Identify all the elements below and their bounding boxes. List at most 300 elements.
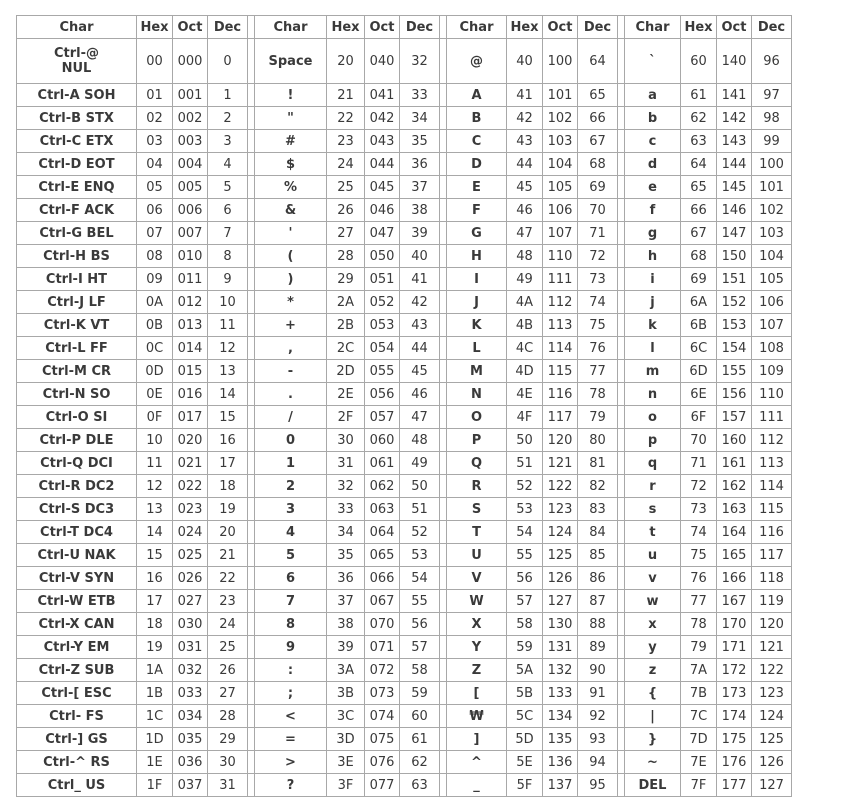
hex-cell: 52 [507, 475, 543, 498]
dec-cell: 109 [752, 360, 792, 383]
hex-cell: 34 [327, 521, 365, 544]
column-separator [248, 107, 255, 130]
dec-cell: 61 [400, 728, 440, 751]
char-cell: , [255, 337, 327, 360]
table-row [16, 222, 792, 245]
char-cell: 6 [255, 567, 327, 590]
column-separator [248, 383, 255, 406]
hex-cell: 3F [327, 774, 365, 797]
dec-cell: 55 [400, 590, 440, 613]
hex-cell: 4E [507, 383, 543, 406]
dec-cell: 105 [752, 268, 792, 291]
column-header-hex: Hex [681, 15, 717, 39]
char-cell: Ctrl-W ETB [16, 590, 137, 613]
column-separator [618, 705, 625, 728]
char-cell: j [625, 291, 681, 314]
char-cell: H [447, 245, 507, 268]
dec-cell: 56 [400, 613, 440, 636]
dec-cell: 98 [752, 107, 792, 130]
char-cell: u [625, 544, 681, 567]
oct-cell: 145 [717, 176, 752, 199]
column-separator [248, 337, 255, 360]
char-cell: q [625, 452, 681, 475]
oct-cell: 154 [717, 337, 752, 360]
char-cell: y [625, 636, 681, 659]
oct-cell: 052 [365, 291, 400, 314]
char-cell: Ctrl-G BEL [16, 222, 137, 245]
oct-cell: 063 [365, 498, 400, 521]
oct-cell: 061 [365, 452, 400, 475]
table-row [16, 314, 792, 337]
dec-cell: 118 [752, 567, 792, 590]
char-cell: ) [255, 268, 327, 291]
char-cell: ] [447, 728, 507, 751]
column-separator [248, 728, 255, 751]
hex-cell: 28 [327, 245, 365, 268]
char-cell: F [447, 199, 507, 222]
column-separator [248, 314, 255, 337]
column-separator [440, 222, 447, 245]
dec-cell: 41 [400, 268, 440, 291]
hex-cell: 7D [681, 728, 717, 751]
oct-cell: 026 [173, 567, 208, 590]
oct-cell: 064 [365, 521, 400, 544]
table-row [16, 383, 792, 406]
hex-cell: 41 [507, 84, 543, 107]
oct-cell: 166 [717, 567, 752, 590]
column-separator [440, 590, 447, 613]
column-separator [248, 222, 255, 245]
hex-cell: 54 [507, 521, 543, 544]
char-cell: o [625, 406, 681, 429]
char-cell: P [447, 429, 507, 452]
char-cell: Ctrl-Y EM [16, 636, 137, 659]
oct-cell: 014 [173, 337, 208, 360]
dec-cell: 66 [578, 107, 618, 130]
dec-cell: 76 [578, 337, 618, 360]
oct-cell: 033 [173, 682, 208, 705]
dec-cell: 7 [208, 222, 248, 245]
dec-cell: 71 [578, 222, 618, 245]
hex-cell: 66 [681, 199, 717, 222]
column-separator [440, 107, 447, 130]
hex-cell: 08 [137, 245, 173, 268]
dec-cell: 43 [400, 314, 440, 337]
oct-cell: 001 [173, 84, 208, 107]
hex-cell: 05 [137, 176, 173, 199]
char-cell: t [625, 521, 681, 544]
oct-cell: 122 [543, 475, 578, 498]
oct-cell: 142 [717, 107, 752, 130]
oct-cell: 167 [717, 590, 752, 613]
oct-cell: 162 [717, 475, 752, 498]
oct-cell: 164 [717, 521, 752, 544]
column-separator [440, 774, 447, 797]
oct-cell: 163 [717, 498, 752, 521]
column-separator [248, 567, 255, 590]
column-separator [440, 544, 447, 567]
hex-cell: 11 [137, 452, 173, 475]
char-cell: : [255, 659, 327, 682]
column-separator [618, 268, 625, 291]
char-cell: M [447, 360, 507, 383]
dec-cell: 79 [578, 406, 618, 429]
hex-cell: 3A [327, 659, 365, 682]
column-separator [440, 337, 447, 360]
column-separator [440, 406, 447, 429]
table-row [16, 84, 792, 107]
hex-cell: 5E [507, 751, 543, 774]
dec-cell: 74 [578, 291, 618, 314]
char-cell: Space [255, 39, 327, 84]
dec-cell: 90 [578, 659, 618, 682]
column-separator [618, 39, 625, 84]
char-cell: p [625, 429, 681, 452]
oct-cell: 152 [717, 291, 752, 314]
oct-cell: 045 [365, 176, 400, 199]
char-cell: Ctrl-R DC2 [16, 475, 137, 498]
dec-cell: 102 [752, 199, 792, 222]
table-row [16, 544, 792, 567]
hex-cell: 49 [507, 268, 543, 291]
char-cell: Ctrl-T DC4 [16, 521, 137, 544]
char-cell: z [625, 659, 681, 682]
char-cell: X [447, 613, 507, 636]
hex-cell: 24 [327, 153, 365, 176]
dec-cell: 80 [578, 429, 618, 452]
hex-cell: 14 [137, 521, 173, 544]
hex-cell: 26 [327, 199, 365, 222]
oct-cell: 134 [543, 705, 578, 728]
dec-cell: 83 [578, 498, 618, 521]
dec-cell: 93 [578, 728, 618, 751]
dec-cell: 3 [208, 130, 248, 153]
hex-cell: 62 [681, 107, 717, 130]
hex-cell: 30 [327, 429, 365, 452]
table-body [16, 39, 792, 797]
char-cell: m [625, 360, 681, 383]
oct-cell: 057 [365, 406, 400, 429]
oct-cell: 021 [173, 452, 208, 475]
char-cell: i [625, 268, 681, 291]
column-header-char: Char [447, 15, 507, 39]
table-row [16, 291, 792, 314]
hex-cell: 2A [327, 291, 365, 314]
hex-cell: 78 [681, 613, 717, 636]
oct-cell: 105 [543, 176, 578, 199]
dec-cell: 24 [208, 613, 248, 636]
hex-cell: 27 [327, 222, 365, 245]
table-row [16, 498, 792, 521]
char-cell: r [625, 475, 681, 498]
oct-cell: 031 [173, 636, 208, 659]
char-cell: Y [447, 636, 507, 659]
oct-cell: 006 [173, 199, 208, 222]
oct-cell: 124 [543, 521, 578, 544]
dec-cell: 17 [208, 452, 248, 475]
table-row [16, 130, 792, 153]
column-header-hex: Hex [137, 15, 173, 39]
char-cell: Ctrl-E ENQ [16, 176, 137, 199]
hex-cell: 67 [681, 222, 717, 245]
hex-cell: 21 [327, 84, 365, 107]
dec-cell: 78 [578, 383, 618, 406]
char-cell: Ctrl-B STX [16, 107, 137, 130]
oct-cell: 034 [173, 705, 208, 728]
oct-cell: 012 [173, 291, 208, 314]
hex-cell: 19 [137, 636, 173, 659]
oct-cell: 121 [543, 452, 578, 475]
char-cell: V [447, 567, 507, 590]
hex-cell: 5D [507, 728, 543, 751]
column-separator [618, 636, 625, 659]
dec-cell: 94 [578, 751, 618, 774]
hex-cell: 15 [137, 544, 173, 567]
column-separator [618, 130, 625, 153]
hex-cell: 20 [327, 39, 365, 84]
dec-cell: 124 [752, 705, 792, 728]
hex-cell: 22 [327, 107, 365, 130]
char-cell: ! [255, 84, 327, 107]
char-cell: Ctrl-X CAN [16, 613, 137, 636]
dec-cell: 54 [400, 567, 440, 590]
hex-cell: 75 [681, 544, 717, 567]
oct-cell: 032 [173, 659, 208, 682]
char-cell: Ctrl-J LF [16, 291, 137, 314]
oct-cell: 116 [543, 383, 578, 406]
dec-cell: 13 [208, 360, 248, 383]
column-separator [618, 567, 625, 590]
dec-cell: 122 [752, 659, 792, 682]
hex-cell: 74 [681, 521, 717, 544]
oct-cell: 071 [365, 636, 400, 659]
hex-cell: 4B [507, 314, 543, 337]
char-cell: > [255, 751, 327, 774]
char-cell: 0 [255, 429, 327, 452]
hex-cell: 6A [681, 291, 717, 314]
char-cell: h [625, 245, 681, 268]
column-header-dec: Dec [208, 15, 248, 39]
dec-cell: 99 [752, 130, 792, 153]
char-cell: U [447, 544, 507, 567]
char-cell: Ctrl-] GS [16, 728, 137, 751]
char-cell: / [255, 406, 327, 429]
column-separator [618, 337, 625, 360]
column-separator [440, 268, 447, 291]
hex-cell: 36 [327, 567, 365, 590]
dec-cell: 97 [752, 84, 792, 107]
hex-cell: 65 [681, 176, 717, 199]
char-cell: ( [255, 245, 327, 268]
oct-cell: 101 [543, 84, 578, 107]
table-row [16, 613, 792, 636]
dec-cell: 37 [400, 176, 440, 199]
column-separator [440, 751, 447, 774]
column-separator [248, 291, 255, 314]
oct-cell: 051 [365, 268, 400, 291]
oct-cell: 005 [173, 176, 208, 199]
oct-cell: 143 [717, 130, 752, 153]
table-row [16, 199, 792, 222]
oct-cell: 165 [717, 544, 752, 567]
column-separator [440, 15, 447, 39]
char-cell: O [447, 406, 507, 429]
char-cell: [ [447, 682, 507, 705]
char-cell: } [625, 728, 681, 751]
oct-cell: 070 [365, 613, 400, 636]
ascii-table-container [16, 15, 792, 797]
char-cell: # [255, 130, 327, 153]
char-cell: S [447, 498, 507, 521]
oct-cell: 016 [173, 383, 208, 406]
oct-cell: 136 [543, 751, 578, 774]
column-separator [440, 498, 447, 521]
oct-cell: 007 [173, 222, 208, 245]
column-separator [248, 498, 255, 521]
dec-cell: 86 [578, 567, 618, 590]
column-separator [440, 728, 447, 751]
hex-cell: 79 [681, 636, 717, 659]
hex-cell: 17 [137, 590, 173, 613]
dec-cell: 4 [208, 153, 248, 176]
table-header [16, 15, 792, 39]
column-header-hex: Hex [327, 15, 365, 39]
column-separator [248, 544, 255, 567]
char-cell: Ctrl-M CR [16, 360, 137, 383]
dec-cell: 1 [208, 84, 248, 107]
oct-cell: 115 [543, 360, 578, 383]
char-cell: G [447, 222, 507, 245]
oct-cell: 030 [173, 613, 208, 636]
hex-cell: 56 [507, 567, 543, 590]
dec-cell: 51 [400, 498, 440, 521]
dec-cell: 81 [578, 452, 618, 475]
hex-cell: 25 [327, 176, 365, 199]
hex-cell: 47 [507, 222, 543, 245]
dec-cell: 63 [400, 774, 440, 797]
oct-cell: 172 [717, 659, 752, 682]
char-cell: Ctrl-U NAK [16, 544, 137, 567]
dec-cell: 110 [752, 383, 792, 406]
hex-cell: 18 [137, 613, 173, 636]
oct-cell: 022 [173, 475, 208, 498]
char-cell: 1 [255, 452, 327, 475]
column-separator [440, 199, 447, 222]
oct-cell: 120 [543, 429, 578, 452]
hex-cell: 50 [507, 429, 543, 452]
char-cell: Ctrl-O SI [16, 406, 137, 429]
dec-cell: 101 [752, 176, 792, 199]
dec-cell: 11 [208, 314, 248, 337]
column-separator [440, 521, 447, 544]
oct-cell: 144 [717, 153, 752, 176]
char-cell: I [447, 268, 507, 291]
column-separator [440, 705, 447, 728]
column-separator [440, 567, 447, 590]
oct-cell: 023 [173, 498, 208, 521]
hex-cell: 1A [137, 659, 173, 682]
column-separator [618, 153, 625, 176]
oct-cell: 020 [173, 429, 208, 452]
oct-cell: 123 [543, 498, 578, 521]
dec-cell: 60 [400, 705, 440, 728]
hex-cell: 5B [507, 682, 543, 705]
char-cell: _ [447, 774, 507, 797]
table-row [16, 107, 792, 130]
dec-cell: 100 [752, 153, 792, 176]
hex-cell: 46 [507, 199, 543, 222]
char-cell: k [625, 314, 681, 337]
hex-cell: 7A [681, 659, 717, 682]
oct-cell: 107 [543, 222, 578, 245]
char-cell: Ctrl-V SYN [16, 567, 137, 590]
oct-cell: 025 [173, 544, 208, 567]
dec-cell: 104 [752, 245, 792, 268]
char-cell: Ctrl-@ NUL [16, 39, 137, 84]
dec-cell: 31 [208, 774, 248, 797]
column-separator [440, 429, 447, 452]
oct-cell: 176 [717, 751, 752, 774]
oct-cell: 053 [365, 314, 400, 337]
hex-cell: 1B [137, 682, 173, 705]
hex-cell: 73 [681, 498, 717, 521]
table-row [16, 452, 792, 475]
dec-cell: 113 [752, 452, 792, 475]
dec-cell: 14 [208, 383, 248, 406]
dec-cell: 25 [208, 636, 248, 659]
oct-cell: 004 [173, 153, 208, 176]
hex-cell: 5F [507, 774, 543, 797]
dec-cell: 65 [578, 84, 618, 107]
column-separator [440, 475, 447, 498]
hex-cell: 60 [681, 39, 717, 84]
char-cell: s [625, 498, 681, 521]
oct-cell: 041 [365, 84, 400, 107]
dec-cell: 19 [208, 498, 248, 521]
column-separator [618, 774, 625, 797]
column-separator [618, 521, 625, 544]
oct-cell: 135 [543, 728, 578, 751]
column-separator [248, 153, 255, 176]
dec-cell: 8 [208, 245, 248, 268]
dec-cell: 123 [752, 682, 792, 705]
hex-cell: 3C [327, 705, 365, 728]
column-separator [248, 245, 255, 268]
char-cell: Ctrl-D EOT [16, 153, 137, 176]
column-separator [618, 222, 625, 245]
hex-cell: 02 [137, 107, 173, 130]
ascii-table [16, 15, 792, 797]
char-cell: 8 [255, 613, 327, 636]
dec-cell: 48 [400, 429, 440, 452]
hex-cell: 00 [137, 39, 173, 84]
oct-cell: 072 [365, 659, 400, 682]
oct-cell: 106 [543, 199, 578, 222]
dec-cell: 92 [578, 705, 618, 728]
hex-cell: 29 [327, 268, 365, 291]
hex-cell: 10 [137, 429, 173, 452]
column-separator [248, 590, 255, 613]
char-cell: g [625, 222, 681, 245]
table-row [16, 521, 792, 544]
hex-cell: 33 [327, 498, 365, 521]
char-cell: Q [447, 452, 507, 475]
char-cell: DEL [625, 774, 681, 797]
column-separator [618, 360, 625, 383]
hex-cell: 07 [137, 222, 173, 245]
column-separator [618, 613, 625, 636]
oct-cell: 133 [543, 682, 578, 705]
